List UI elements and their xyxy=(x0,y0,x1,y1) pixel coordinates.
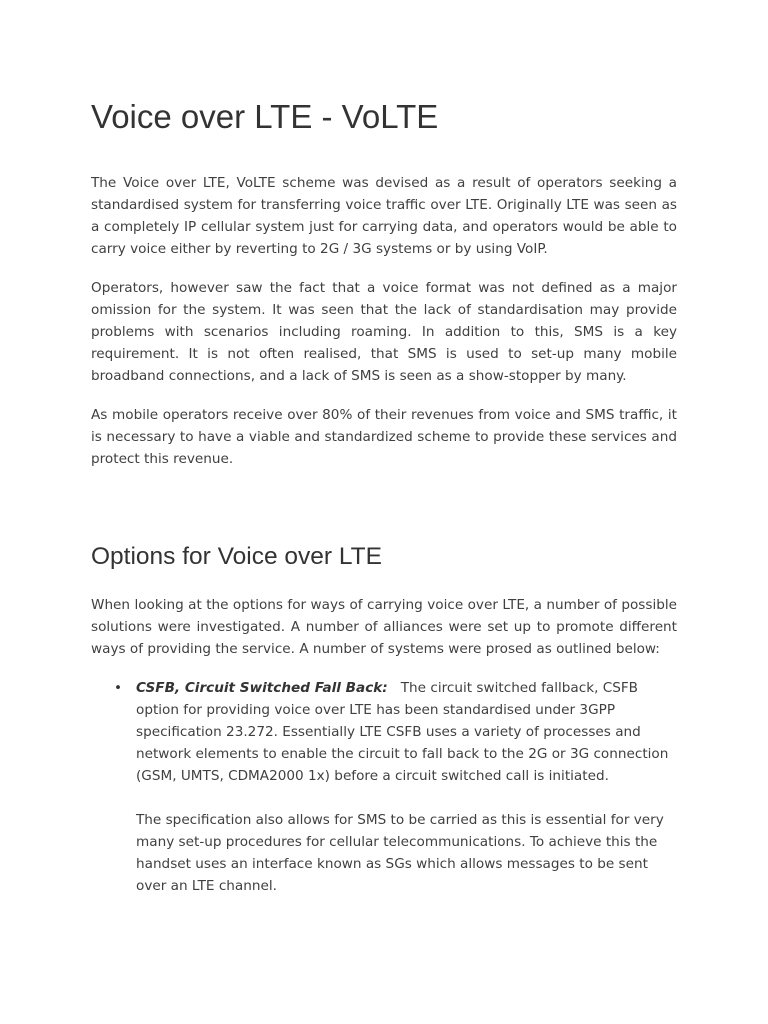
list-item-text: The circuit switched fallback, CSFB option for providing voice over LTE has been standardised under 3GPP specification 23.272. Essentially LTE CSFB uses a variety of processes and network elements to enable the circuit to fall back to the 2G or 3G connection (GSM, UMTS, CDMA2000 1x) before a circuit switched call is initiated. xyxy=(136,680,669,784)
options-list xyxy=(91,677,677,897)
list-item-paragraph xyxy=(136,677,677,787)
intro-paragraph: As mobile operators receive over 80% of their revenues from voice and SMS traffic, it is necessary to have a viable and standardized scheme to provide these services and protect this revenue. xyxy=(91,407,677,467)
list-item-term: CSFB, Circuit Switched Fall Back: xyxy=(136,680,388,696)
list-item-extra-paragraph: The specification also allows for SMS to be carried as this is essential for very many set-up procedures for cellular telecommunications. To achieve this the handset uses an interface known as SGs which allows messages to be sent over an LTE channel. xyxy=(136,812,664,894)
paragraph-spacer xyxy=(136,787,677,809)
page-title: Voice over LTE - VoLTE xyxy=(91,98,439,135)
article-body xyxy=(91,95,677,897)
intro-paragraph: The Voice over LTE, VoLTE scheme was devised as a result of operators seeking a standardised system for transferring voice traffic over LTE. Originally LTE was seen as a completely IP cellular system just for carrying data, and operators would be able to carry voice either by reverting to 2G / 3G systems or by using VoIP. xyxy=(91,175,677,257)
list-item xyxy=(114,677,677,897)
bullet-icon: • xyxy=(114,680,123,696)
section-intro-paragraph: When looking at the options for ways of carrying voice over LTE, a number of possible solutions were investigated. A number of alliances were set up to promote different ways of providing the service. A number of systems were prosed as outlined below: xyxy=(91,597,677,657)
intro-paragraph: Operators, however saw the fact that a voice format was not defined as a major omission for the system. It was seen that the lack of standardisation may provide problems with scenarios including roaming. In addition to this, SMS is a key requirement. It is not often realised, that SMS is used to set-up many mobile broadband connections, and a lack of SMS is seen as a show-stopper by many. xyxy=(91,280,677,384)
section-heading: Options for Voice over LTE xyxy=(91,543,382,570)
